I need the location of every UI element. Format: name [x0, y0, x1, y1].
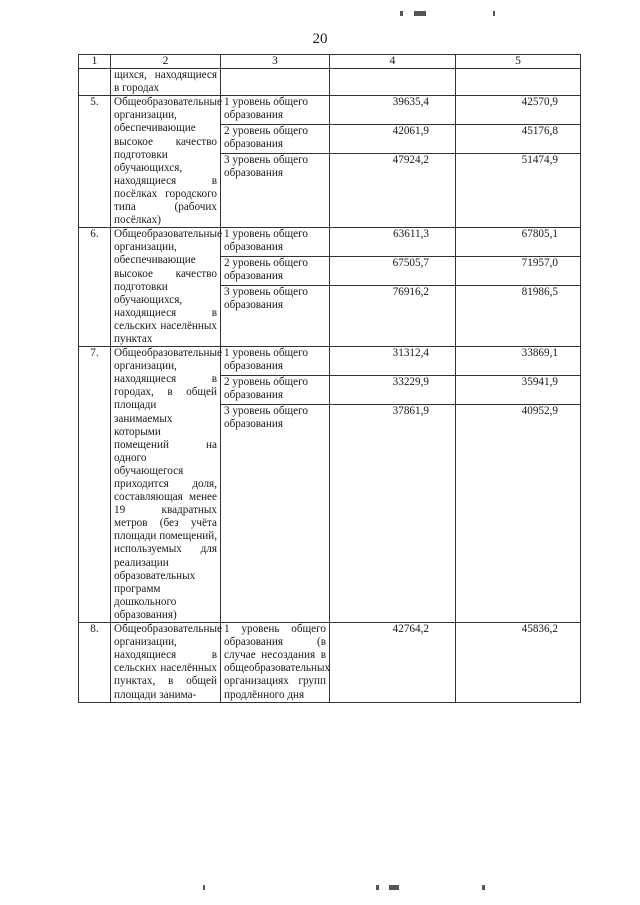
table-row-continued — [79, 69, 581, 96]
funding-norms-table — [78, 54, 581, 703]
organization-type-cell: Общеобразовательные организации, находящиеся в сельских населённых пунктах, в общей площади занима- — [111, 623, 221, 703]
table-row — [79, 623, 581, 703]
value-cell-col5: 40952,9 — [456, 405, 581, 623]
value-cell-col4: 37861,9 — [330, 405, 456, 623]
row-number-cell: 6. — [79, 228, 111, 347]
education-level-cell: 3 уровень общего образования — [221, 405, 330, 623]
table-row — [79, 228, 581, 257]
scan-mark-bottom — [389, 885, 399, 890]
education-level-cell: 2 уровень общего образования — [221, 376, 330, 405]
value-cell-col4: 42061,9 — [330, 125, 456, 154]
row-number-cell: 7. — [79, 347, 111, 623]
column-header: 2 — [111, 55, 221, 69]
value-cell-col5: 45176,8 — [456, 125, 581, 154]
value-cell-col5: 67805,1 — [456, 228, 581, 257]
education-level-cell: 1 уровень общего образования — [221, 347, 330, 376]
scan-mark-top — [414, 11, 426, 16]
value-cell-col5: 42570,9 — [456, 96, 581, 125]
value-cell-col4: 42764,2 — [330, 623, 456, 703]
column-header: 1 — [79, 55, 111, 69]
organization-type-cell: щихся, находящиеся в городах — [111, 69, 221, 96]
education-level-cell: 3 уровень общего образования — [221, 286, 330, 347]
table-header-row — [79, 55, 581, 69]
education-level-cell: 2 уровень общего образования — [221, 125, 330, 154]
column-header: 4 — [330, 55, 456, 69]
education-level-cell: 3 уровень общего образования — [221, 154, 330, 228]
page-number: 20 — [312, 31, 328, 47]
organization-type-cell: Общеобразовательные организации, находящиеся в городах, в общей площади занимаемых которыми помещений на одного обучающегося приходится доля, составляющая менее 19 квадратных метров (без учёта площади помещений, используемых для реализации образовательных программ дошкольного образования) — [111, 347, 221, 623]
value-cell-col4: 67505,7 — [330, 257, 456, 286]
row-number-cell: 5. — [79, 96, 111, 228]
scan-mark-bottom — [482, 885, 485, 890]
value-cell-col5: 51474,9 — [456, 154, 581, 228]
value-cell-col4: 76916,2 — [330, 286, 456, 347]
table-row — [79, 96, 581, 125]
row-number-cell: 8. — [79, 623, 111, 703]
scan-mark-bottom — [203, 885, 205, 890]
scan-mark-bottom — [376, 885, 379, 890]
value-cell-col4: 31312,4 — [330, 347, 456, 376]
scan-mark-top — [400, 11, 403, 16]
organization-type-cell: Общеобразовательные организации, обеспечивающие высокое качество подготовки обучающихся, находящиеся в посёлках городского типа (рабочих посёлках) — [111, 96, 221, 228]
value-cell-col4: 47924,2 — [330, 154, 456, 228]
education-level-cell: 1 уровень общего образования — [221, 96, 330, 125]
value-cell-col4: 33229,9 — [330, 376, 456, 405]
education-level-cell: 2 уровень общего образования — [221, 257, 330, 286]
value-cell-col5: 35941,9 — [456, 376, 581, 405]
organization-type-cell: Общеобразовательные организации, обеспечивающие высокое качество подготовки обучающихся, находящиеся в сельских населённых пунктах — [111, 228, 221, 347]
column-header: 5 — [456, 55, 581, 69]
value-cell-col4: 39635,4 — [330, 96, 456, 125]
value-cell-col5: 81986,5 — [456, 286, 581, 347]
value-cell-col5: 71957,0 — [456, 257, 581, 286]
table-row — [79, 347, 581, 376]
scan-mark-top — [493, 11, 495, 16]
column-header: 3 — [221, 55, 330, 69]
value-cell-col4: 63611,3 — [330, 228, 456, 257]
value-cell-col5: 33869,1 — [456, 347, 581, 376]
education-level-cell: 1 уровень общего образования — [221, 228, 330, 257]
value-cell-col5: 45836,2 — [456, 623, 581, 703]
education-level-cell: 1 уровень общего образования (в случае несоздания в общеобразовательных организациях групп продлённого дня — [221, 623, 330, 703]
